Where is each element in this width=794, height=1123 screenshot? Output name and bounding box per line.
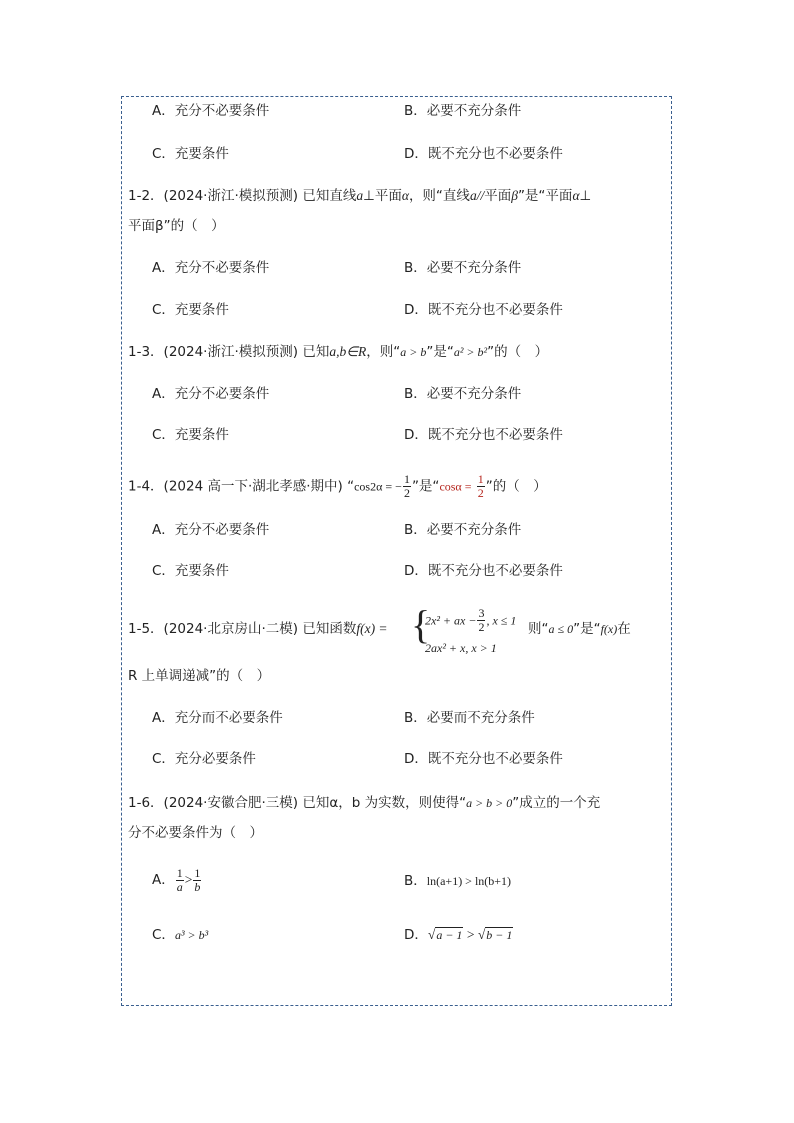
question-1-6-line1: 1-6．(2024·安徽合肥·三模) 已知α，b 为实数，则使得“a > b > 0”成立的一个充 xyxy=(128,795,601,811)
option-a: A．充分不必要条件 xyxy=(152,386,270,402)
option-b: B．ln(a+1) > ln(b+1) xyxy=(404,873,512,889)
option-a: A．充分不必要条件 xyxy=(152,103,270,119)
option-d: D．既不充分也不必要条件 xyxy=(404,302,563,318)
option-c: C．a³ > b³ xyxy=(152,927,209,943)
option-d: D．√a − 1 > √b − 1 xyxy=(404,927,513,943)
piecewise-case-2: 2ax² + x, x > 1 xyxy=(425,641,497,655)
option-d: D．既不充分也不必要条件 xyxy=(404,427,563,443)
option-c: C．充要条件 xyxy=(152,563,229,579)
option-c: C．充要条件 xyxy=(152,302,229,318)
option-a: A．充分不必要条件 xyxy=(152,260,270,276)
question-1-2-line1: 1-2．(2024·浙江·模拟预测) 已知直线a⊥平面α，则“直线a//平面β”是“平面α⊥ xyxy=(128,188,592,204)
question-1-3: 1-3．(2024·浙江·模拟预测) 已知a,b∈R，则“a > b”是“a² > b²”的（ ） xyxy=(128,344,549,360)
option-b: B．必要不充分条件 xyxy=(404,103,522,119)
question-1-5-prefix: 1-5．(2024·北京房山·二模) 已知函数f(x) = xyxy=(128,621,388,637)
question-1-4: 1-4．(2024 高一下·湖北孝感·期中) “cos2α = − $\frac{1}{2}$ ”是“cosα = $\frac{1}{2}$ ”的（ ） xyxy=(128,472,547,500)
option-b: B．必要不充分条件 xyxy=(404,260,522,276)
option-c: C．充分必要条件 xyxy=(152,751,256,767)
option-c: C．充要条件 xyxy=(152,146,229,162)
option-a: A． $\frac{1}{a}$ > $\frac{1}{b}$ xyxy=(152,865,201,894)
piecewise-case-1: 2x² + ax − $\frac{3}{2}$ , x ≤ 1 xyxy=(425,606,517,634)
piecewise-brace: { xyxy=(411,602,431,647)
option-b: B．必要不充分条件 xyxy=(404,522,522,538)
option-a: A．充分不必要条件 xyxy=(152,522,270,538)
option-d: D．既不充分也不必要条件 xyxy=(404,146,563,162)
option-b: B．必要不充分条件 xyxy=(404,386,522,402)
option-c: C．充要条件 xyxy=(152,427,229,443)
question-1-6-line2: 分不必要条件为（ ） xyxy=(128,825,263,841)
question-1-2-line2: 平面β”的（ ） xyxy=(128,218,225,234)
option-a: A．充分而不必要条件 xyxy=(152,710,283,726)
question-1-5-tail: 则“a ≤ 0”是“f(x)在 xyxy=(528,621,631,637)
question-1-5-line2: R 上单调递减”的（ ） xyxy=(128,668,271,684)
option-d: D．既不充分也不必要条件 xyxy=(404,563,563,579)
option-b: B．必要而不充分条件 xyxy=(404,710,535,726)
option-d: D．既不充分也不必要条件 xyxy=(404,751,563,767)
